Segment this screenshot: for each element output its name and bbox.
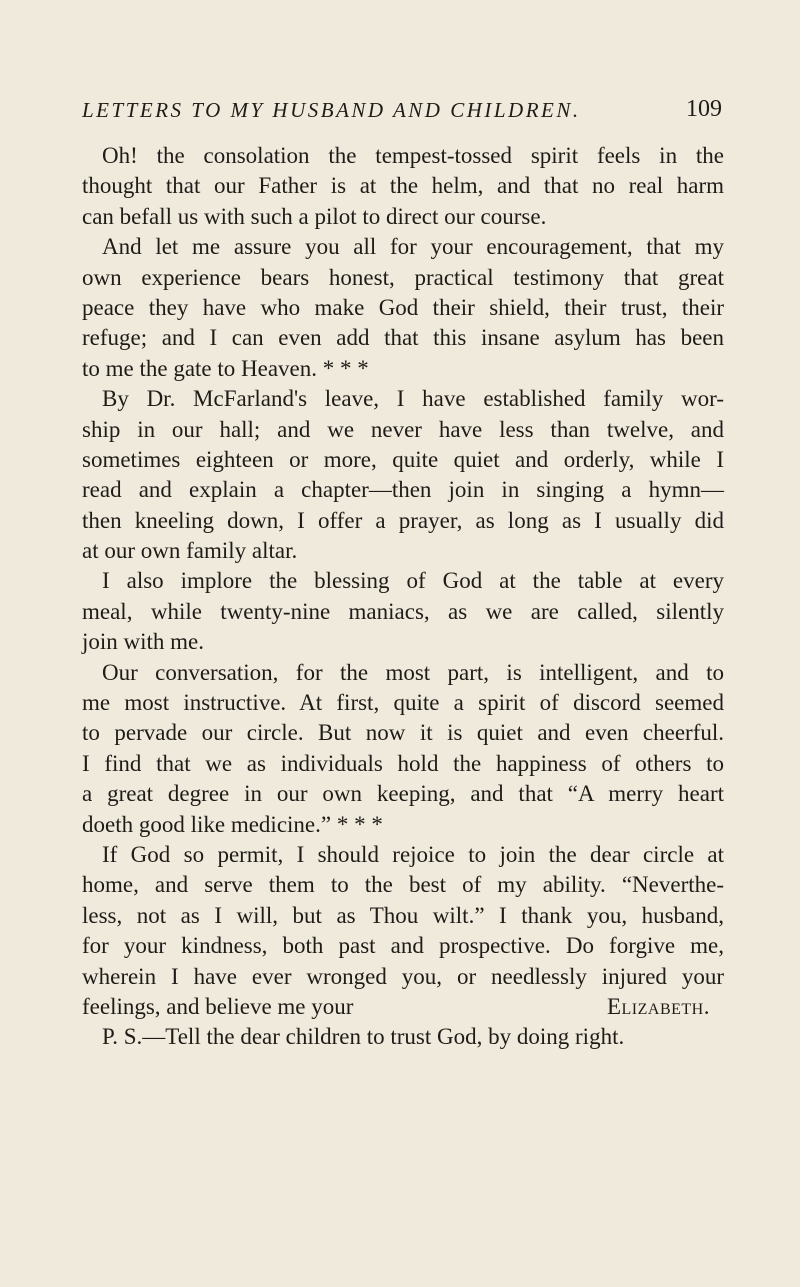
text-line: By Dr. McFarland's leave, I have established family wor-	[102, 386, 724, 412]
postscript: P. S.—Tell the dear children to trust God, by doing right.	[102, 1024, 625, 1050]
text-line: ship in our hall; and we never have less than twelve, and	[82, 416, 724, 442]
text-line: peace they have who make God their shield, their trust, their	[82, 294, 724, 320]
text-line: Our conversation, for the most part, is intelligent, and to	[102, 659, 724, 685]
text-line: And let me assure you all for your encouragement, that my	[102, 234, 724, 260]
text-line: read and explain a chapter—then join in singing a hymn—	[82, 477, 724, 503]
text-line: I find that we as individuals hold the happiness of others to	[82, 750, 724, 776]
closing-text: feelings, and believe me your	[82, 993, 354, 1019]
text-line: refuge; and I can even add that this insane asylum has been	[82, 325, 724, 351]
text-line: join with me.	[82, 629, 205, 655]
text-line: at our own family altar.	[82, 538, 298, 564]
body-text	[82, 141, 724, 1053]
text-line: doeth good like medicine.” * * *	[82, 811, 383, 837]
text-line: If God so permit, I should rejoice to join the dear circle at	[102, 841, 724, 867]
closing-line	[82, 992, 724, 1022]
text-line: I also implore the blessing of God at the table at every	[102, 568, 724, 594]
text-line: less, not as I will, but as Thou wilt.” I thank you, husband,	[82, 902, 724, 928]
text-line: thought that our Father is at the helm, and that no real harm	[82, 173, 724, 199]
text-line: then kneeling down, I offer a prayer, as long as I usually did	[82, 507, 724, 533]
text-line: meal, while twenty-nine maniacs, as we are called, silently	[82, 598, 724, 624]
text-line: can befall us with such a pilot to direct our course.	[82, 203, 547, 229]
text-line: sometimes eighteen or more, quite quiet and orderly, while I	[82, 446, 724, 472]
page-header	[82, 94, 722, 128]
text-line: Oh! the consolation the tempest-tossed spirit feels in the	[102, 143, 724, 168]
text-line: a great degree in our own keeping, and that “A merry heart	[82, 781, 724, 807]
page-number: 109	[686, 96, 722, 122]
signature: Elizabeth.	[606, 993, 710, 1019]
text-line: wherein I have ever wronged you, or needlessly injured your	[82, 963, 724, 989]
running-title: LETTERS TO MY HUSBAND AND CHILDREN.	[82, 98, 581, 122]
text-line: own experience bears honest, practical testimony that great	[82, 264, 724, 290]
text-line: home, and serve them to the best of my ability. “Neverthe-	[82, 872, 724, 898]
text-line: to pervade our circle. But now it is quiet and even cheerful.	[82, 720, 724, 746]
text-line: to me the gate to Heaven. * * *	[82, 355, 369, 381]
text-line: for your kindness, both past and prospective. Do forgive me,	[82, 933, 724, 959]
text-line: me most instructive. At first, quite a spirit of discord seemed	[82, 690, 724, 716]
